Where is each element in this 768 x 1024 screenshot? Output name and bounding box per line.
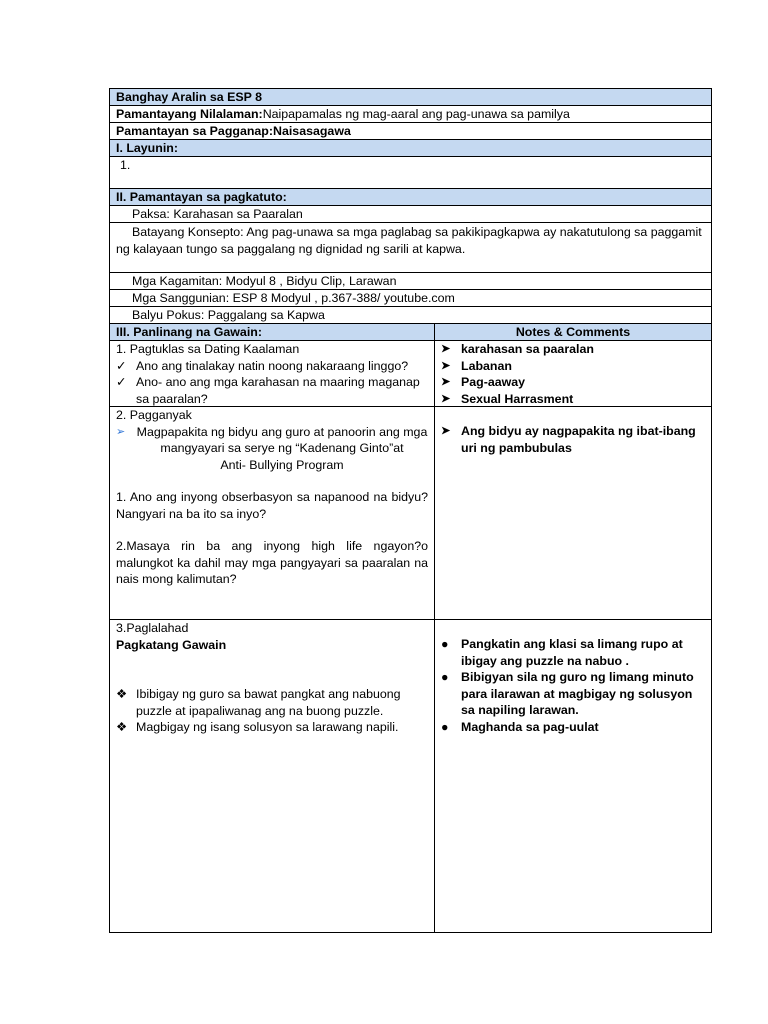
checkmark-icon: ✓ xyxy=(116,358,127,373)
pagganyak-row xyxy=(110,407,711,620)
list-item: ● Pangkatin ang klasi sa limang rupo at ibigay ang puzzle na nabuo . xyxy=(441,637,683,668)
list-item: ❖ Magbigay ng isang solusyon sa larawang napili. xyxy=(116,720,399,734)
konsepto-row xyxy=(110,223,711,273)
nilalaman-value: Naipapamalas ng mag-aaral ang pag-unawa sa pamilya xyxy=(262,107,570,121)
list-item: ➤ Pag-aaway xyxy=(441,375,526,389)
paksa-row xyxy=(110,206,711,223)
dot-bullet-icon: ● xyxy=(441,637,449,651)
list-item: ✓ Ano ang tinalakay natin noong nakaraang linggo? xyxy=(116,358,409,373)
list-item: ● Bibigyan sila ng guro ng limang minuto para ilarawan at magbigay ng solusyon sa napiling larawan. xyxy=(441,670,694,717)
layunin-heading: I. Layunin: xyxy=(116,141,178,155)
pagkatuto-heading-row xyxy=(110,189,711,206)
pagganap-row xyxy=(110,123,711,140)
pagganap-label: Pamantayan sa Pagganap: xyxy=(116,124,274,138)
list-item: ➤ Ang bidyu ay nagpapakita ng ibat-ibang uri ng pambubulas xyxy=(441,424,696,455)
list-item: ➤ karahasan sa paaralan xyxy=(441,342,594,356)
paglalahad-title: 3.Paglalahad xyxy=(116,621,189,635)
checkmark-icon: ✓ xyxy=(116,375,127,389)
paksa-text: Paksa: Karahasan sa Paaralan xyxy=(132,207,303,221)
layunin-row xyxy=(110,157,711,189)
layunin-heading-row xyxy=(110,140,711,157)
kagamitan-row xyxy=(110,273,711,290)
konsepto-text: Batayang Konsepto: Ang pag-unawa sa mga paglabag sa pakikipagkapwa ay nakatutulong sa paggamit ng kalayaan tungo sa paggalang ng dignidad ng sarili at kapwa. xyxy=(116,225,702,256)
arrow-bullet-icon: ➤ xyxy=(441,359,451,372)
gawain-heading-row xyxy=(110,324,711,341)
gawain-heading: III. Panlinang na Gawain: xyxy=(116,325,262,339)
list-item: ➤ Sexual Harrasment xyxy=(441,391,574,406)
pagganyak-title: 2. Pagganyak xyxy=(116,408,192,422)
paglalahad-subtitle: Pagkatang Gawain xyxy=(116,637,227,652)
list-item: ● Maghanda sa pag-uulat xyxy=(441,719,599,734)
diamond-bullet-icon: ❖ xyxy=(116,687,128,701)
nilalaman-row xyxy=(110,106,711,123)
notes-heading: Notes & Comments xyxy=(515,325,631,339)
arrow-bullet-icon: ➢ xyxy=(116,425,126,438)
list-item: ➢ Magpapakita ng bidyu ang guro at panoorin ang mga mangyayari sa serye ng “Kadenang Ginto”at Anti- Bullying Program xyxy=(116,424,428,472)
lesson-plan-table xyxy=(109,88,712,933)
dot-bullet-icon: ● xyxy=(441,670,449,684)
question-1: 1. Ano ang inyong obserbasyon sa napanood na bidyu? Nangyari na ba ito sa inyo? xyxy=(116,490,428,521)
arrow-bullet-icon: ➤ xyxy=(441,425,451,437)
arrow-bullet-icon: ➤ xyxy=(441,392,451,405)
paglalahad-row xyxy=(110,620,711,932)
layunin-item: 1. xyxy=(120,158,131,172)
balyu-row xyxy=(110,307,711,324)
pagtuklas-row xyxy=(110,341,711,407)
sanggunian-text: Mga Sanggunian: ESP 8 Modyul , p.367-388/ youtube.com xyxy=(132,291,455,305)
question-2: 2.Masaya rin ba ang inyong high life ngayon?o malungkot ka dahil may mga pangyayari sa paaralan na nais mong kalimutan? xyxy=(116,539,428,586)
pagganap-value: Naisasagawa xyxy=(273,124,351,138)
kagamitan-text: Mga Kagamitan: Modyul 8 , Bidyu Clip, Larawan xyxy=(132,274,397,288)
dot-bullet-icon: ● xyxy=(441,719,449,734)
list-item: ❖ Ibibigay ng guro sa bawat pangkat ang nabuong puzzle at ipapaliwanag ang na buong puzzle. xyxy=(116,687,401,718)
pagkatuto-heading: II. Pamantayan sa pagkatuto: xyxy=(116,190,287,204)
balyu-text: Balyu Pokus: Paggalang sa Kapwa xyxy=(132,308,325,322)
pagtuklas-title: 1. Pagtuklas sa Dating Kaalaman xyxy=(116,342,300,356)
sanggunian-row xyxy=(110,290,711,307)
title-row xyxy=(110,89,711,106)
list-item: ➤ Labanan xyxy=(441,358,512,373)
list-item: ✓ Ano- ano ang mga karahasan na maaring maganap sa paaralan? xyxy=(116,375,420,406)
page-title: Banghay Aralin sa ESP 8 xyxy=(116,90,262,104)
nilalaman-label: Pamantayang Nilalaman: xyxy=(116,107,263,121)
arrow-bullet-icon: ➤ xyxy=(441,376,451,388)
arrow-bullet-icon: ➤ xyxy=(441,343,451,355)
diamond-bullet-icon: ❖ xyxy=(116,720,128,734)
